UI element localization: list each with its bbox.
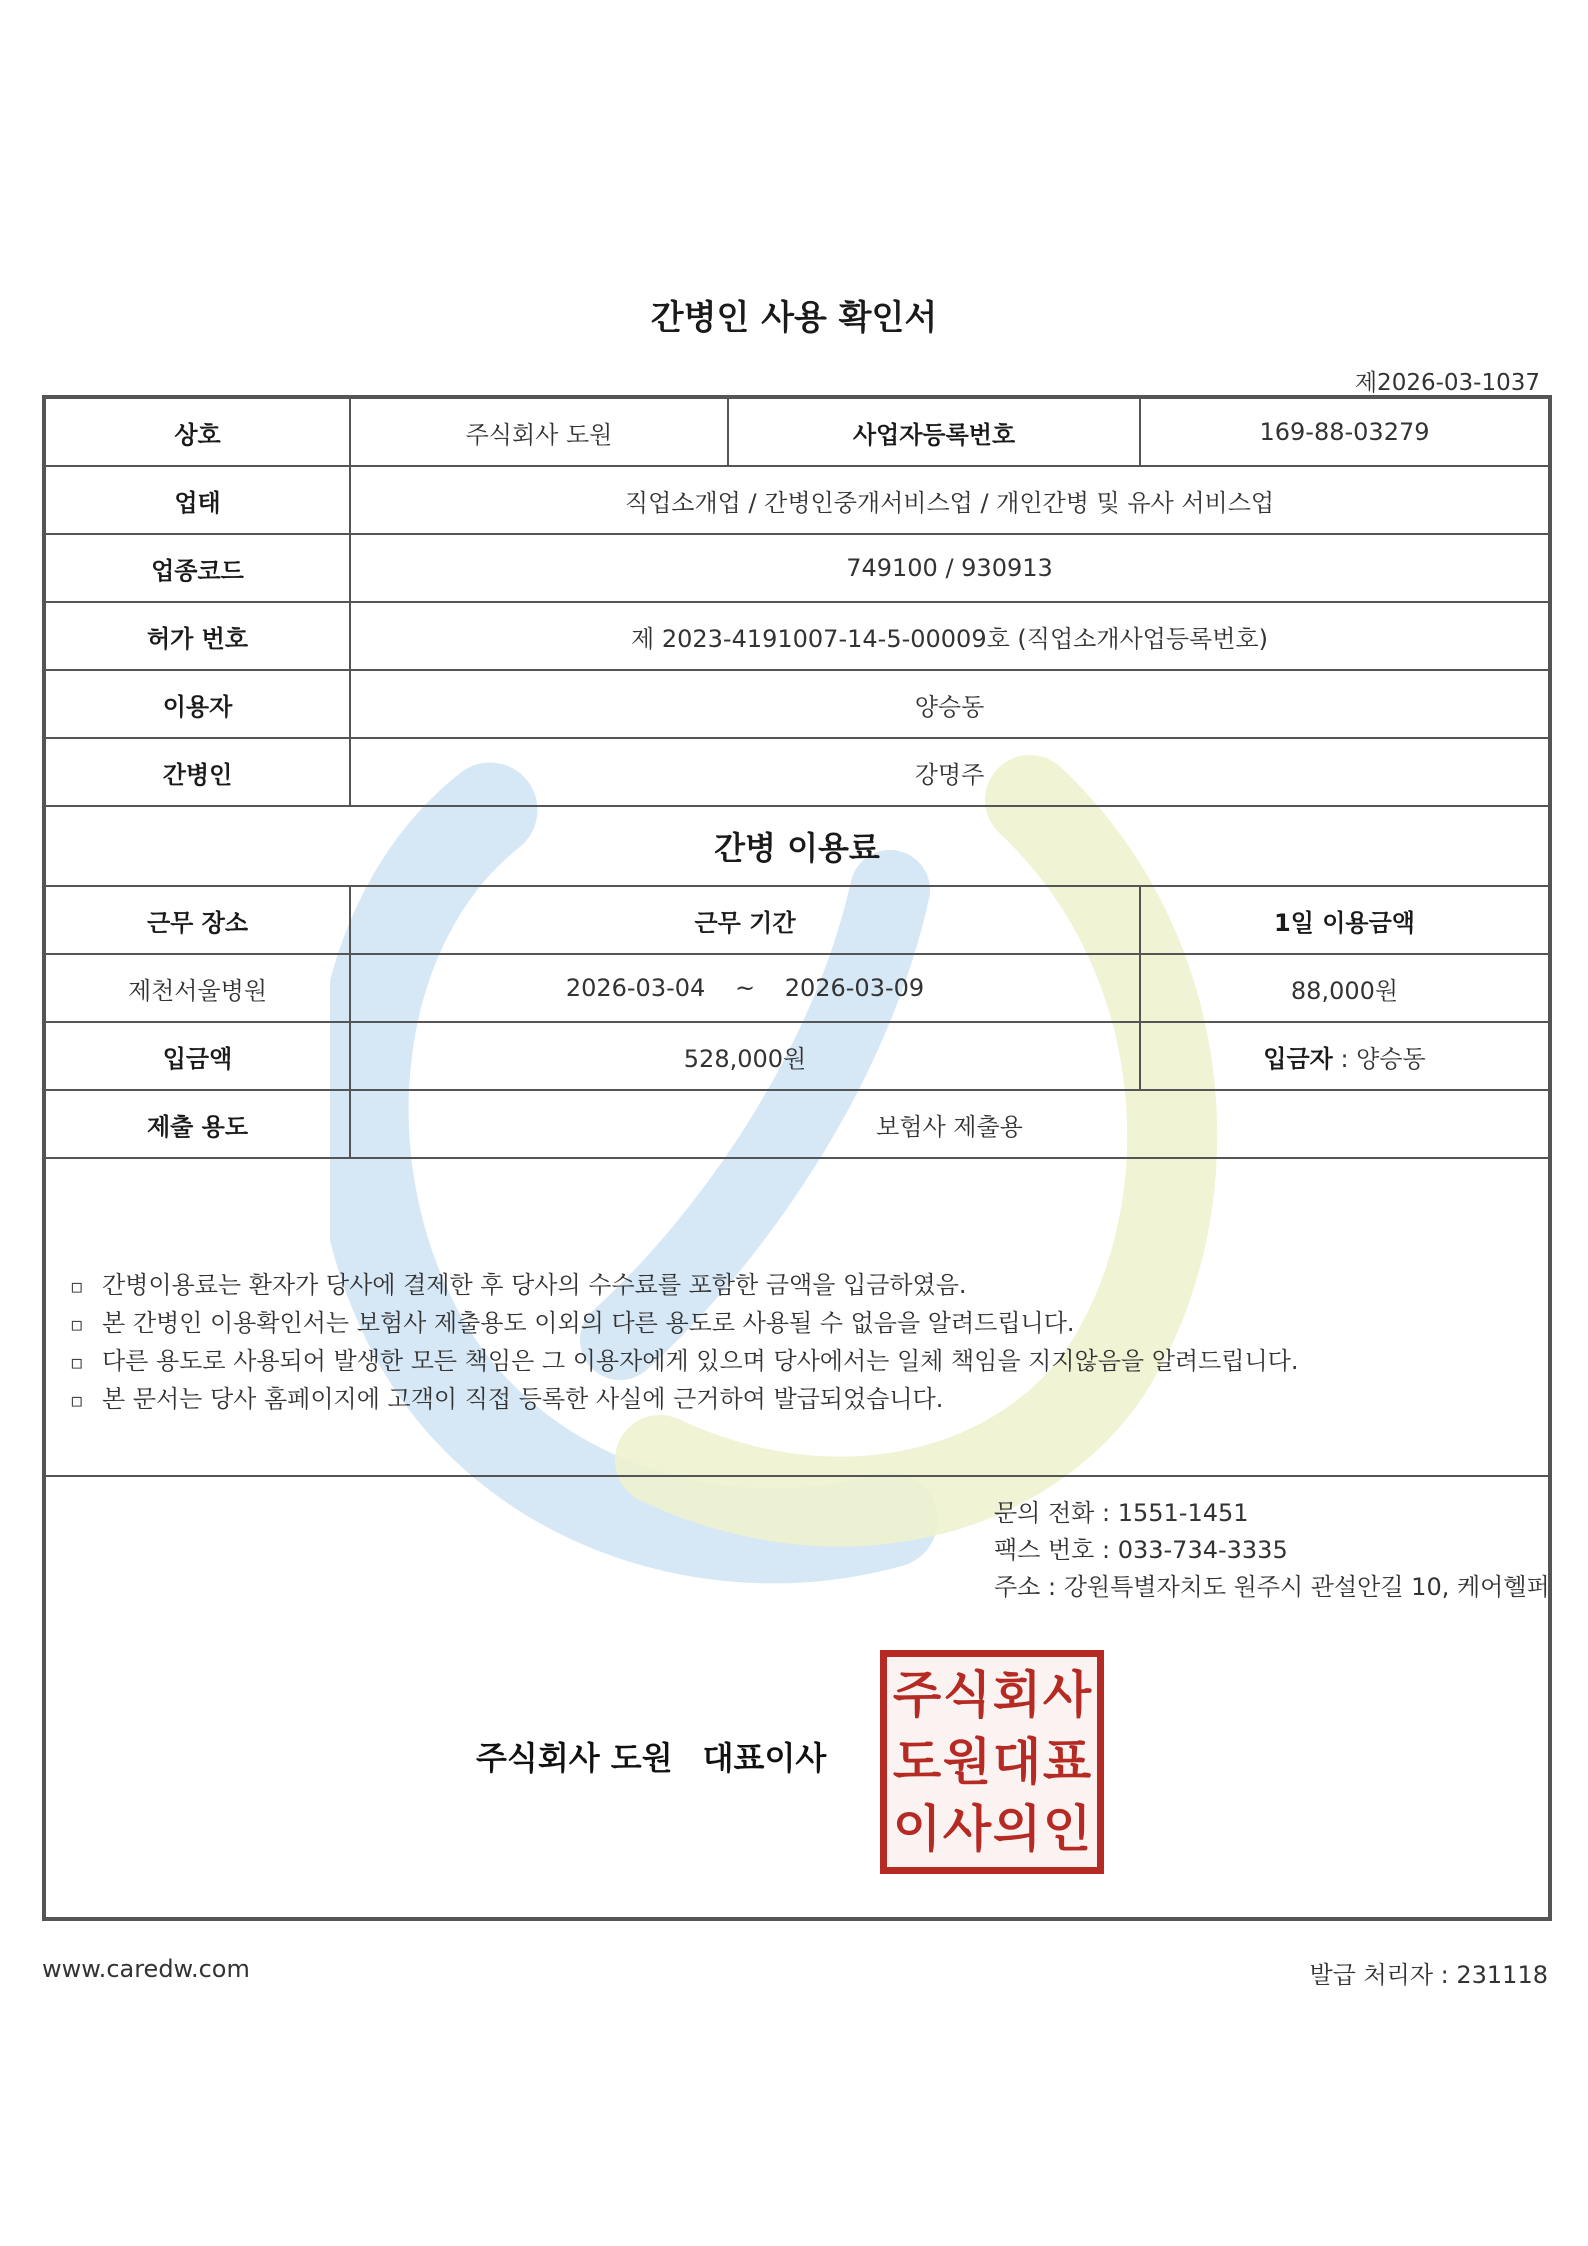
caregiver-value: 강명주: [350, 738, 1550, 806]
contact-address: 주소 : 강원특별자치도 원주시 관설안길 10, 케어헬퍼: [994, 1573, 1550, 1601]
signer: [476, 1733, 826, 1779]
registration-number-label: 사업자등록번호: [728, 397, 1140, 466]
work-place-label: 근무 장소: [44, 886, 350, 954]
business-type-label: 업태: [44, 466, 350, 534]
seal-character: 사: [1042, 1666, 1092, 1725]
note-item: ▫ 본 문서는 당사 홈페이지에 고객이 직접 등록한 사실에 근거하여 발급되었습니다.: [70, 1381, 1298, 1419]
fee-section-row: [44, 806, 1550, 886]
daily-fee-value: 88,000원: [1140, 954, 1550, 1022]
purpose-row: [44, 1090, 1550, 1158]
seal-character: 표: [1042, 1732, 1092, 1791]
depositor-value: 양승동: [1356, 1044, 1426, 1073]
work-period-value: [350, 954, 1140, 1022]
contact-phone: 문의 전화 : 1551-1451: [994, 1499, 1249, 1527]
business-code-label: 업종코드: [44, 534, 350, 602]
user-row: [44, 670, 1550, 738]
notes-cell: [44, 1158, 1550, 1476]
purpose-value: 보험사 제출용: [350, 1090, 1550, 1158]
registration-number-value: 169-88-03279: [1140, 397, 1550, 466]
seal-character: 인: [1042, 1799, 1092, 1858]
fee-header-row: [44, 886, 1550, 954]
license-label: 허가 번호: [44, 602, 350, 670]
company-name-value: 주식회사 도원: [350, 397, 728, 466]
work-period-label: 근무 기간: [350, 886, 1140, 954]
purpose-label: 제출 용도: [44, 1090, 350, 1158]
deposit-value: 528,000원: [350, 1022, 1140, 1090]
company-seal: [880, 1650, 1104, 1874]
document-number: 제2026-03-1037: [1354, 370, 1540, 396]
seal-character: 도: [892, 1732, 942, 1791]
notes-row: [44, 1158, 1550, 1476]
depositor-label: 입금자: [1263, 1044, 1333, 1073]
signer-company: 주식회사 도원: [476, 1739, 673, 1777]
deposit-row: [44, 1022, 1550, 1090]
business-type-value: 직업소개업 / 간병인중개서비스업 / 개인간병 및 유사 서비스업: [350, 466, 1550, 534]
signer-title: 대표이사: [702, 1739, 827, 1777]
signature-cell: [44, 1476, 1550, 1919]
business-type-row: [44, 466, 1550, 534]
license-value: 제 2023-4191007-14-5-00009호 (직업소개사업등록번호): [350, 602, 1550, 670]
user-value: 양승동: [350, 670, 1550, 738]
fee-section-title: 간병 이용료: [44, 806, 1550, 886]
note-item: ▫ 간병이용료는 환자가 당사에 결제한 후 당사의 수수료를 포함한 금액을 입금하였음.: [70, 1267, 1298, 1305]
confirmation-table: [42, 395, 1552, 1921]
document-title: 간병인 사용 확인서: [650, 298, 938, 338]
period-end: 2026-03-09: [784, 974, 925, 1002]
business-code-value: 749100 / 930913: [350, 534, 1550, 602]
contact-info: [994, 1495, 1550, 1606]
work-place-value: 제천서울병원: [44, 954, 350, 1022]
website-link[interactable]: www.caredw.com: [42, 1955, 250, 1983]
caregiver-row: [44, 738, 1550, 806]
seal-character: 주: [892, 1666, 942, 1725]
fee-value-row: [44, 954, 1550, 1022]
seal-character: 회: [992, 1666, 1042, 1725]
contact-fax: 팩스 번호 : 033-734-3335: [994, 1536, 1288, 1564]
notes-list: [70, 1267, 1298, 1419]
period-separator: ~: [734, 974, 756, 1002]
seal-character: 식: [942, 1666, 992, 1725]
depositor-separator: :: [1332, 1044, 1357, 1073]
note-item: ▫ 본 간병인 이용확인서는 보험사 제출용도 이외의 다른 용도로 사용될 수 없음을 알려드립니다.: [70, 1305, 1298, 1343]
seal-character: 의: [992, 1799, 1042, 1858]
signature-row: [44, 1476, 1550, 1919]
caregiver-label: 간병인: [44, 738, 350, 806]
issuer-info: 발급 처리자 : 231118: [1309, 1961, 1548, 1989]
deposit-label: 입금액: [44, 1022, 350, 1090]
seal-character: 사: [942, 1799, 992, 1858]
seal-character: 대: [992, 1732, 1042, 1791]
company-name-label: 상호: [44, 397, 350, 466]
seal-character: 이: [892, 1799, 942, 1858]
business-code-row: [44, 534, 1550, 602]
company-name-row: [44, 397, 1550, 466]
daily-fee-label: 1일 이용금액: [1140, 886, 1550, 954]
user-label: 이용자: [44, 670, 350, 738]
note-item: ▫ 다른 용도로 사용되어 발생한 모든 책임은 그 이용자에게 있으며 당사에서는 일체 책임을 지지않음을 알려드립니다.: [70, 1343, 1298, 1381]
depositor-cell: [1140, 1022, 1550, 1090]
license-row: [44, 602, 1550, 670]
period-start: 2026-03-04: [565, 974, 706, 1002]
seal-character: 원: [942, 1732, 992, 1791]
